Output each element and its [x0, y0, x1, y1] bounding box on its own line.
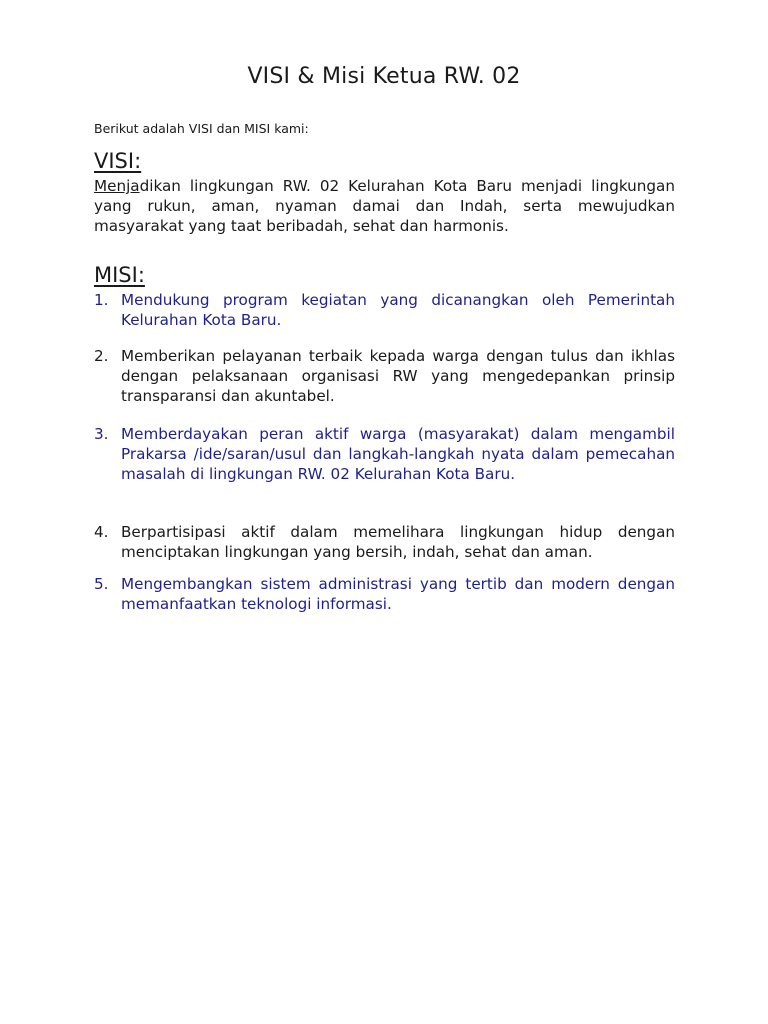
misi-item-number: 5. [94, 575, 109, 593]
misi-item-text: Mendukung program kegiatan yang dicanangkan oleh Pemerintah Kelurahan Kota Baru. [121, 291, 675, 329]
visi-heading: VISI: [94, 149, 142, 173]
misi-item-text: Memberikan pelayanan terbaik kepada warga dengan tulus dan ikhlas dengan pelaksanaan organisasi RW yang mengedepankan prinsip transparansi dan akuntabel. [121, 347, 675, 405]
misi-item-number: 4. [94, 523, 109, 541]
visi-text-underlined: Menja [94, 177, 140, 195]
misi-item [94, 290, 675, 330]
page-title: VISI & Misi Ketua RW. 02 [247, 64, 521, 89]
misi-item-number: 1. [94, 291, 109, 309]
misi-item [94, 522, 675, 562]
misi-item-number: 2. [94, 347, 109, 365]
misi-item-text: Memberdayakan peran aktif warga (masyarakat) dalam mengambil Prakarsa /ide/saran/usul dan langkah-langkah nyata dalam pemecahan masalah di lingkungan RW. 02 Kelurahan Kota Baru. [121, 425, 675, 483]
visi-text-rest: dikan lingkungan RW. 02 Kelurahan Kota Baru menjadi lingkungan yang rukun, aman, nyaman damai dan Indah, serta mewujudkan masyarakat yang taat beribadah, sehat dan harmonis. [94, 177, 675, 235]
misi-heading: MISI: [94, 263, 145, 287]
misi-item-text: Mengembangkan sistem administrasi yang tertib dan modern dengan memanfaatkan teknologi informasi. [121, 575, 675, 613]
misi-item [94, 424, 675, 484]
misi-item-text: Berpartisipasi aktif dalam memelihara lingkungan hidup dengan menciptakan lingkungan yang bersih, indah, sehat dan aman. [121, 523, 675, 561]
intro-text: Berikut adalah VISI dan MISI kami: [94, 121, 309, 136]
misi-item [94, 574, 675, 614]
misi-item [94, 346, 675, 406]
visi-paragraph [94, 176, 675, 236]
misi-item-number: 3. [94, 425, 109, 443]
